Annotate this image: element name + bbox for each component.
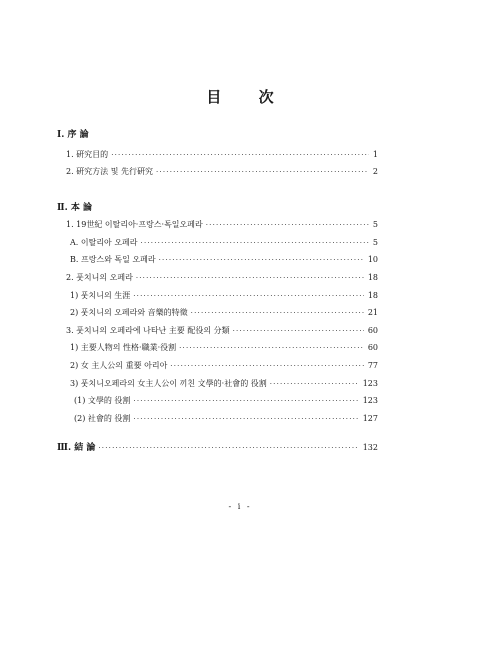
toc-entry-page: 1	[372, 150, 378, 159]
dot-leader	[133, 414, 358, 424]
dot-leader	[111, 150, 369, 160]
toc-entry-page: 123	[362, 396, 378, 405]
toc-entry-page: 127	[362, 414, 378, 423]
toc-entry-label: (1) 文學的 役割	[74, 396, 131, 405]
dot-leader	[170, 361, 364, 371]
toc-entry[interactable]	[74, 414, 378, 424]
page-number-footer: - i -	[228, 502, 252, 511]
toc-entry[interactable]	[66, 326, 378, 336]
toc-entry-label: 1) 풋치니의 生涯	[70, 291, 131, 300]
toc-entry[interactable]	[70, 343, 378, 353]
toc-entry-label: 3) 풋치니오페라의 女主人公이 끼친 文學的·社會的 役割	[70, 379, 267, 388]
toc-entry-page: 2	[372, 167, 378, 176]
toc-entry[interactable]	[70, 291, 378, 301]
dot-leader	[179, 343, 364, 353]
toc-entry[interactable]	[66, 273, 378, 283]
toc-entry-page: 77	[367, 361, 378, 370]
toc-entry[interactable]	[66, 150, 378, 160]
toc-entry-label: A. 이탈리아 오페라	[70, 238, 138, 247]
toc-entry-label: 1. 硏究目的	[66, 150, 109, 159]
toc-entry[interactable]	[70, 255, 378, 265]
dot-leader	[133, 396, 358, 406]
toc-entry-page: 21	[367, 308, 378, 317]
toc-entry-label: 2) 女 主人公의 重要 아리아	[70, 361, 168, 370]
toc-entry-label: B. 프랑스와 독일 오페라	[70, 255, 156, 264]
toc-entry-page: 18	[367, 273, 378, 282]
toc-entry[interactable]	[66, 220, 378, 230]
dot-leader	[233, 326, 364, 336]
dot-leader	[156, 167, 369, 177]
toc-entry-label: 2. 풋치니의 오페라	[66, 273, 133, 282]
toc-entry[interactable]	[70, 238, 378, 248]
toc-entry-page: 5	[372, 220, 378, 229]
toc-entry-page: 60	[367, 326, 378, 335]
dot-leader	[159, 255, 364, 265]
toc-entry-label: 2) 풋치니의 오페라와 音樂的特徵	[70, 308, 188, 317]
dot-leader	[136, 273, 364, 283]
toc-entry[interactable]	[74, 396, 378, 406]
toc-entry[interactable]	[70, 379, 378, 389]
section-heading-main-body: Ⅱ. 本 論	[57, 203, 92, 213]
toc-entry-page: 132	[362, 443, 378, 452]
toc-entry-label: 3. 풋치니의 오페라에 나타난 主要 配役의 分類	[66, 326, 230, 335]
toc-entry-page: 18	[367, 291, 378, 300]
toc-entry-label: 1. 19世紀 이탈리아·프랑스·독일오페라	[66, 220, 203, 229]
page-title: 目 次	[206, 88, 290, 106]
toc-entry-page: 10	[367, 255, 378, 264]
dot-leader	[206, 220, 369, 230]
toc-entry-label: 2. 硏究方法 및 先行硏究	[66, 167, 153, 176]
toc-entry[interactable]	[70, 308, 378, 318]
toc-entry-page: 5	[372, 238, 378, 247]
dot-leader	[191, 308, 364, 318]
toc-entry-page: 123	[362, 379, 378, 388]
toc-entry-conclusion[interactable]	[57, 443, 378, 453]
toc-entry-label: (2) 社會的 役割	[74, 414, 131, 423]
toc-entry-label: 1) 主要人物의 性格·職業·役割	[70, 343, 177, 352]
toc-entry[interactable]	[66, 167, 378, 177]
section-heading-introduction: Ⅰ. 序 論	[57, 130, 89, 140]
dot-leader	[133, 291, 364, 301]
dot-leader	[270, 379, 359, 389]
dot-leader	[141, 238, 369, 248]
section-heading-conclusion: Ⅲ. 結 論	[57, 443, 96, 453]
dot-leader	[98, 443, 358, 453]
toc-entry-page: 60	[367, 343, 378, 352]
toc-entry[interactable]	[70, 361, 378, 371]
